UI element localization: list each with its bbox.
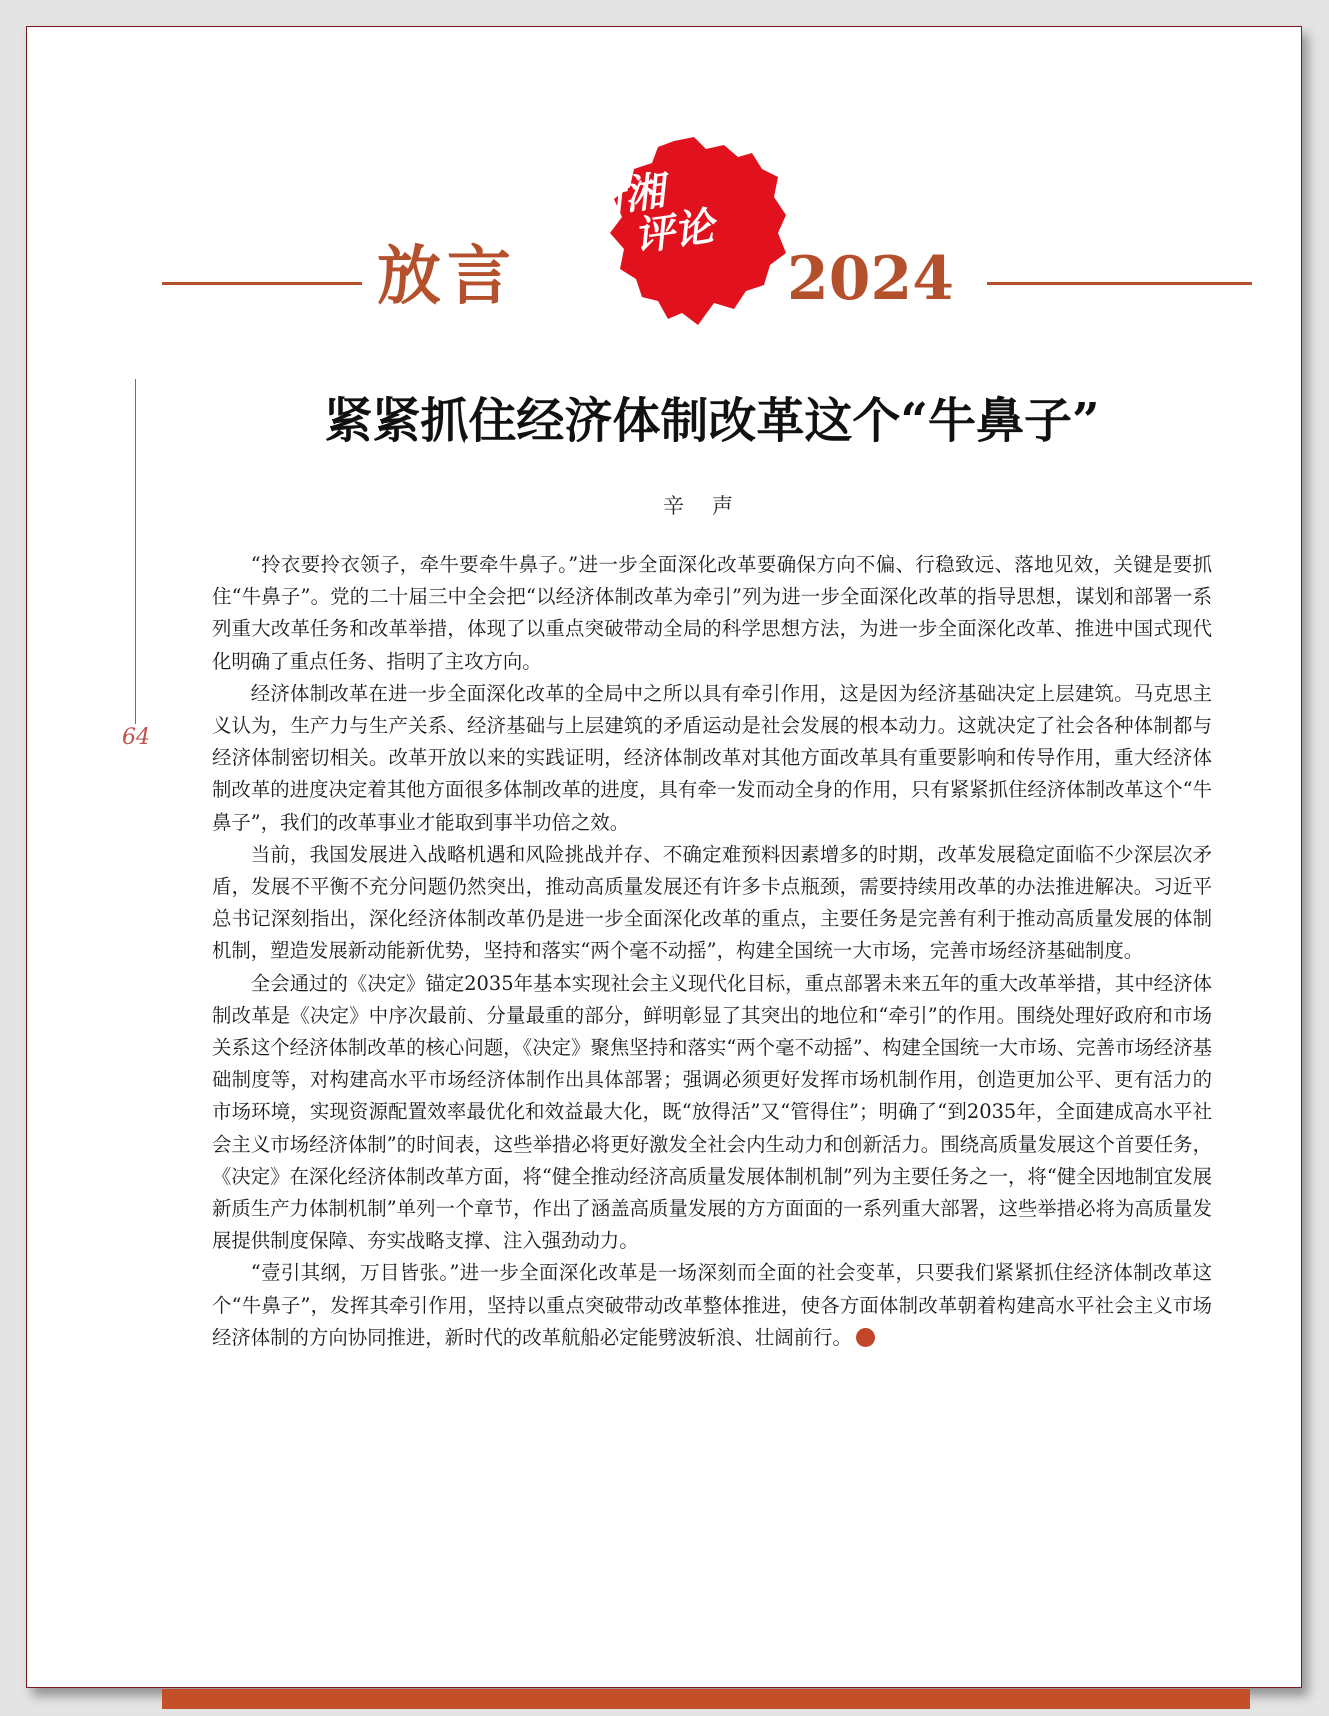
header-rule-right <box>987 282 1252 285</box>
magazine-page <box>26 26 1302 1688</box>
margin-rule <box>135 379 136 724</box>
paragraph-1: “拎衣要拎衣领子，牵牛要牵牛鼻子。”进一步全面深化改革要确保方向不偏、行稳致远、落地见效，关键是要抓住“牛鼻子”。党的二十届三中全会把“以经济体制改革为牵引”列为进一步全面深化改革的指导思想，谋划和部署一系列重大改革任务和改革举措，体现了以重点突破带动全局的科学思想方法，为进一步全面深化改革、推进中国式现代化明确了重点任务、指明了主攻方向。 <box>212 553 1212 673</box>
paragraph-5 <box>212 1257 1212 1354</box>
footer-bar <box>162 1689 1250 1709</box>
column-title: 放言 <box>377 240 517 314</box>
logo-text-line-2: 评论 <box>631 202 717 261</box>
column-year: 2024 <box>787 244 954 314</box>
page-number: 64 <box>122 725 150 750</box>
paragraph-4: 全会通过的《决定》锚定2035年基本实现社会主义现代化目标，重点部署未来五年的重大改革举措，其中经济体制改革是《决定》中序次最前、分量最重的部分，鲜明彰显了其突出的地位和“牵引”的作用。围绕处理好政府和市场关系这个经济体制改革的核心问题，《决定》聚焦坚持和落实“两个毫不动摇”、构建全国统一大市场、完善市场经济基础制度等，对构建高水平市场经济体制作出具体部署；强调必须更好发挥市场机制作用，创造更加公平、更有活力的市场环境，实现资源配置效率最优化和效益最大化，既“放得活”又“管得住”；明确了“到2035年，全面建成高水平社会主义市场经济体制”的时间表，这些举措必将更好激发全社会内生动力和创新活力。围绕高质量发展这个首要任务，《决定》在深化经济体制改革方面，将“健全推动经济高质量发展体制机制”列为主要任务之一，将“健全因地制宜发展新质生产力体制机制”单列一个章节，作出了涵盖高质量发展的方方面面的一系列重大部署，这些举措必将为高质量发展提供制度保障、夯实战略支撑、注入强劲动力。 <box>212 971 1212 1253</box>
article-author: 辛声 <box>663 494 761 518</box>
end-mark-icon <box>856 1328 875 1347</box>
header-rule-left <box>162 282 362 285</box>
paragraph-3: 当前，我国发展进入战略机遇和风险挑战并存、不确定难预料因素增多的时期，改革发展稳定面临不少深层次矛盾，发展不平衡不充分问题仍然突出，推动高质量发展还有许多卡点瓶颈，需要持续用改革的办法推进解决。习近平总书记深刻指出，深化经济体制改革仍是进一步全面深化改革的重点，主要任务是完善有利于推动高质量发展的体制机制，塑造发展新动能新优势，坚持和落实“两个毫不动摇”，构建全国统一大市场，完善市场经济基础制度。 <box>212 842 1212 963</box>
paragraph-2: 经济体制改革在进一步全面深化改革的全局中之所以具有牵引作用，这是因为经济基础决定上层建筑。马克思主义认为，生产力与生产关系、经济基础与上层建筑的矛盾运动是社会发展的根本动力。这就决定了社会各种体制都与经济体制密切相关。改革开放以来的实践证明，经济体制改革对其他方面改革具有重要影响和传导作用，重大经济体制改革的进度决定着其他方面很多体制改革的进度，具有牵一发而动全身的作用，只有紧紧抓住经济体制改革这个“牛鼻子”，我们的改革事业才能取到事半功倍之效。 <box>212 681 1212 834</box>
logo-text-line-1: 新湘 <box>581 167 668 225</box>
article-body <box>212 549 1212 1354</box>
article-headline: 紧紧抓住经济体制改革这个“牛鼻子” <box>324 393 1100 449</box>
paragraph-5-text: “壹引其纲，万目皆张。”进一步全面深化改革是一场深刻而全面的社会变革，只要我们紧紧抓住经济体制改革这个“牛鼻子”，发挥其牵引作用，坚持以重点突破带动改革整体推进，使各方面体制改革朝着构建高水平社会主义市场经济体制的方向协同推进，新时代的改革航船必定能劈波斩浪、壮阔前行。 <box>212 1261 1212 1349</box>
